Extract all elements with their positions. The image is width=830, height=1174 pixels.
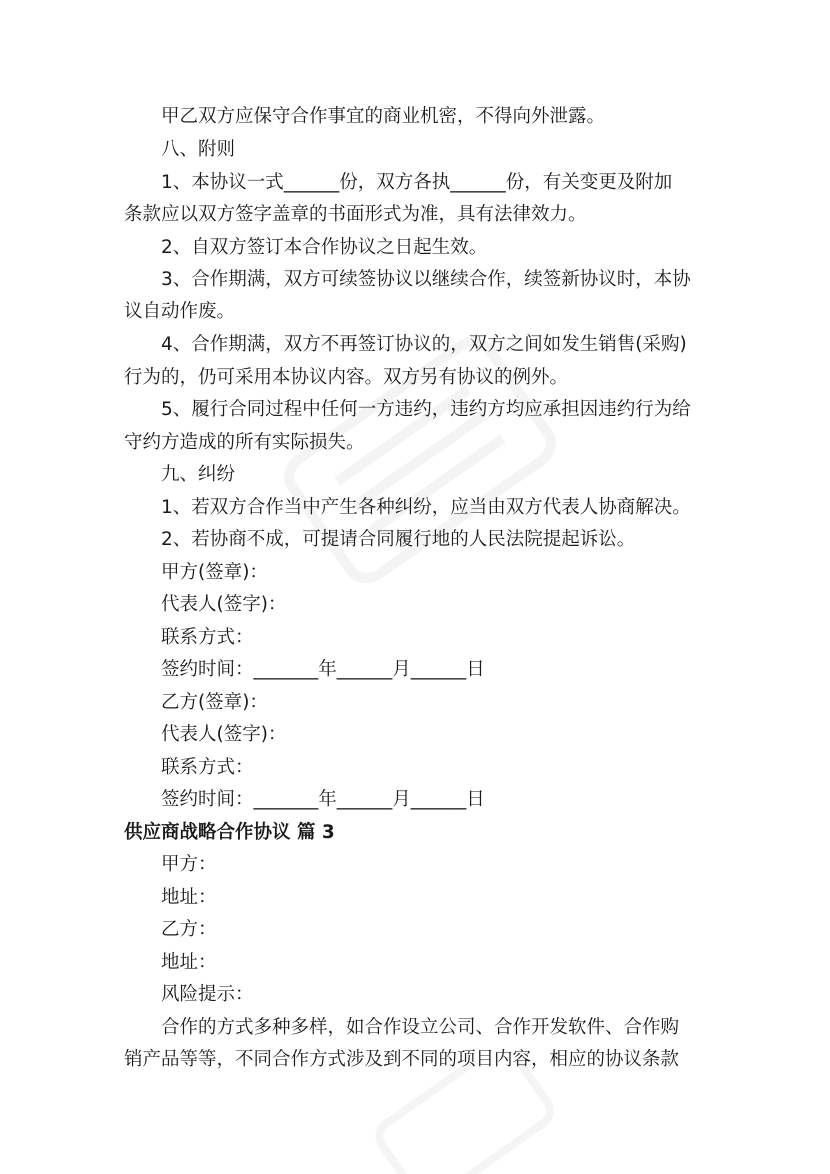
text-line: 守约方造成的所有实际损失。 [124, 432, 365, 453]
text-line: 销产品等等，不同合作方式涉及到不同的项目内容，相应的协议条款 [124, 1049, 680, 1070]
text-line: 议自动作废。 [124, 301, 236, 322]
text-line: 合作的方式多种多样，如合作设立公司、合作开发软件、合作购 [161, 1017, 680, 1038]
document-section-title: 供应商战略合作协议 篇 3 [124, 822, 335, 843]
party-a-representative-label: 代表人(签字)： [161, 594, 287, 615]
text-line: 3、合作期满，双方可续签协议以继续合作，续签新协议时，本协 [161, 269, 691, 290]
section-heading-appendix: 八、附则 [161, 139, 236, 160]
text-line: 1、若双方合作当中产生各种纠纷，应当由双方代表人协商解决。 [161, 497, 691, 518]
party-b-contact-label: 联系方式： [161, 757, 254, 778]
party-b-sign-date-label: 签约时间：_______年______月______日 [161, 789, 485, 810]
party-a-seal-label: 甲方(签章)： [161, 562, 268, 583]
party-b-address-label: 地址： [161, 952, 217, 973]
text-line: 行为的，仍可采用本协议内容。双方另有协议的例外。 [124, 367, 569, 388]
text-line: 2、若协商不成，可提请合同履行地的人民法院提起诉讼。 [161, 529, 636, 550]
text-line: 1、本协议一式______份，双方各执______份，有关变更及附加 [161, 172, 673, 193]
party-a-address-label: 地址： [161, 887, 217, 908]
risk-notice-label: 风险提示： [161, 984, 254, 1005]
party-a-label: 甲方： [161, 854, 217, 875]
text-line: 条款应以双方签字盖章的书面形式为准，具有法律效力。 [124, 204, 587, 225]
text-line: 4、合作期满，双方不再签订协议的，双方之间如发生销售(采购) [161, 334, 687, 355]
party-a-sign-date-label: 签约时间：_______年______月______日 [161, 659, 485, 680]
text-line: 5、履行合同过程中任何一方违约，违约方均应承担因违约行为给 [161, 399, 691, 420]
party-b-representative-label: 代表人(签字)： [161, 724, 287, 745]
text-line: 2、自双方签订本合作协议之日起生效。 [161, 237, 488, 258]
party-a-contact-label: 联系方式： [161, 627, 254, 648]
text-line: 甲乙双方应保守合作事宜的商业机密，不得向外泄露。 [161, 106, 606, 127]
party-b-label: 乙方： [161, 919, 217, 940]
party-b-seal-label: 乙方(签章)： [161, 692, 268, 713]
section-heading-dispute: 九、纠纷 [161, 464, 236, 485]
